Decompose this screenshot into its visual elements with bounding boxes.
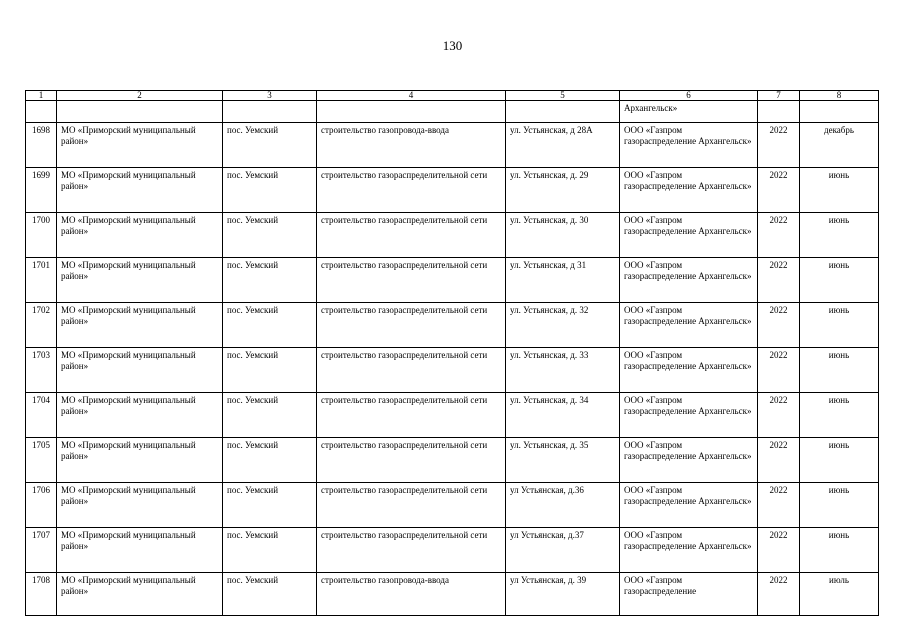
settlement-cell: пос. Уемский bbox=[223, 213, 317, 258]
organization-cell: ООО «Газпром газораспределение bbox=[620, 573, 758, 616]
organization-cell: ООО «Газпром газораспределение Архангельск» bbox=[620, 483, 758, 528]
month-cell: июнь bbox=[800, 348, 879, 393]
header-cell: 3 bbox=[223, 91, 317, 101]
work-type-cell: строительство газораспределительной сети bbox=[317, 348, 506, 393]
table-row bbox=[26, 348, 879, 393]
address-cell: ул. Устьянская, д 28А bbox=[506, 123, 620, 168]
municipality-cell: МО «Приморский муниципальный район» bbox=[57, 258, 223, 303]
header-cell: 5 bbox=[506, 91, 620, 101]
settlement-cell: пос. Уемский bbox=[223, 168, 317, 213]
organization-cell: ООО «Газпром газораспределение Архангельск» bbox=[620, 258, 758, 303]
organization-cell: ООО «Газпром газораспределение Архангельск» bbox=[620, 168, 758, 213]
continuation-row bbox=[26, 101, 879, 123]
table-row bbox=[26, 123, 879, 168]
address-cell: ул. Устьянская, д. 33 bbox=[506, 348, 620, 393]
settlement-cell: пос. Уемский bbox=[223, 258, 317, 303]
table-cell bbox=[506, 101, 620, 123]
year-cell: 2022 bbox=[758, 573, 800, 616]
address-cell: ул Устьянская, д.37 bbox=[506, 528, 620, 573]
municipality-cell: МО «Приморский муниципальный район» bbox=[57, 168, 223, 213]
address-cell: ул. Устьянская, д. 34 bbox=[506, 393, 620, 438]
year-cell: 2022 bbox=[758, 438, 800, 483]
settlement-cell: пос. Уемский bbox=[223, 573, 317, 616]
year-cell: 2022 bbox=[758, 258, 800, 303]
month-cell: июнь bbox=[800, 483, 879, 528]
table-cell bbox=[57, 101, 223, 123]
municipality-cell: МО «Приморский муниципальный район» bbox=[57, 438, 223, 483]
table-row bbox=[26, 303, 879, 348]
year-cell: 2022 bbox=[758, 303, 800, 348]
municipality-cell: МО «Приморский муниципальный район» bbox=[57, 303, 223, 348]
municipality-cell: МО «Приморский муниципальный район» bbox=[57, 123, 223, 168]
header-cell: 4 bbox=[317, 91, 506, 101]
year-cell: 2022 bbox=[758, 168, 800, 213]
row-number: 1698 bbox=[26, 123, 57, 168]
address-cell: ул. Устьянская, д. 30 bbox=[506, 213, 620, 258]
row-number: 1708 bbox=[26, 573, 57, 616]
work-type-cell: строительство газораспределительной сети bbox=[317, 213, 506, 258]
settlement-cell: пос. Уемский bbox=[223, 528, 317, 573]
row-number: 1703 bbox=[26, 348, 57, 393]
table-row bbox=[26, 528, 879, 573]
table-cell bbox=[800, 101, 879, 123]
table-cell bbox=[26, 101, 57, 123]
table-cell bbox=[223, 101, 317, 123]
settlement-cell: пос. Уемский bbox=[223, 303, 317, 348]
address-cell: ул. Устьянская, д 31 bbox=[506, 258, 620, 303]
municipality-cell: МО «Приморский муниципальный район» bbox=[57, 348, 223, 393]
month-cell: июль bbox=[800, 573, 879, 616]
year-cell: 2022 bbox=[758, 393, 800, 438]
year-cell: 2022 bbox=[758, 123, 800, 168]
header-cell: 7 bbox=[758, 91, 800, 101]
work-type-cell: строительство газопровода-ввода bbox=[317, 123, 506, 168]
table-row bbox=[26, 438, 879, 483]
settlement-cell: пос. Уемский bbox=[223, 438, 317, 483]
month-cell: июнь bbox=[800, 303, 879, 348]
row-number: 1701 bbox=[26, 258, 57, 303]
municipality-cell: МО «Приморский муниципальный район» bbox=[57, 393, 223, 438]
organization-cell: ООО «Газпром газораспределение Архангельск» bbox=[620, 528, 758, 573]
municipality-cell: МО «Приморский муниципальный район» bbox=[57, 483, 223, 528]
month-cell: июнь bbox=[800, 258, 879, 303]
row-number: 1700 bbox=[26, 213, 57, 258]
organization-cell: ООО «Газпром газораспределение Архангельск» bbox=[620, 123, 758, 168]
organization-cell: ООО «Газпром газораспределение Архангельск» bbox=[620, 303, 758, 348]
settlement-cell: пос. Уемский bbox=[223, 483, 317, 528]
work-type-cell: строительство газораспределительной сети bbox=[317, 258, 506, 303]
page-number: 130 bbox=[442, 38, 463, 53]
settlement-cell: пос. Уемский bbox=[223, 348, 317, 393]
work-type-cell: строительство газораспределительной сети bbox=[317, 438, 506, 483]
year-cell: 2022 bbox=[758, 348, 800, 393]
month-cell: июнь bbox=[800, 393, 879, 438]
header-cell: 6 bbox=[620, 91, 758, 101]
municipality-cell: МО «Приморский муниципальный район» bbox=[57, 528, 223, 573]
row-number: 1707 bbox=[26, 528, 57, 573]
month-cell: июнь bbox=[800, 168, 879, 213]
address-cell: ул. Устьянская, д. 32 bbox=[506, 303, 620, 348]
row-number: 1704 bbox=[26, 393, 57, 438]
year-cell: 2022 bbox=[758, 483, 800, 528]
table-row bbox=[26, 168, 879, 213]
address-cell: ул Устьянская, д.36 bbox=[506, 483, 620, 528]
organization-cell: ООО «Газпром газораспределение Архангельск» bbox=[620, 438, 758, 483]
month-cell: июнь bbox=[800, 528, 879, 573]
year-cell: 2022 bbox=[758, 213, 800, 258]
table-cell bbox=[758, 101, 800, 123]
table-row bbox=[26, 483, 879, 528]
month-cell: июнь bbox=[800, 438, 879, 483]
table-cell: Архангельск» bbox=[620, 101, 758, 123]
table-row bbox=[26, 393, 879, 438]
settlement-cell: пос. Уемский bbox=[223, 393, 317, 438]
header-cell: 8 bbox=[800, 91, 879, 101]
settlement-cell: пос. Уемский bbox=[223, 123, 317, 168]
table-cell bbox=[317, 101, 506, 123]
document-table bbox=[25, 90, 879, 616]
organization-cell: ООО «Газпром газораспределение Архангельск» bbox=[620, 393, 758, 438]
municipality-cell: МО «Приморский муниципальный район» bbox=[57, 573, 223, 616]
address-cell: ул Устьянская, д. 39 bbox=[506, 573, 620, 616]
month-cell: декабрь bbox=[800, 123, 879, 168]
work-type-cell: строительство газораспределительной сети bbox=[317, 393, 506, 438]
row-number: 1706 bbox=[26, 483, 57, 528]
month-cell: июнь bbox=[800, 213, 879, 258]
table-row bbox=[26, 213, 879, 258]
year-cell: 2022 bbox=[758, 528, 800, 573]
work-type-cell: строительство газопровода-ввода bbox=[317, 573, 506, 616]
header-cell: 1 bbox=[26, 91, 57, 101]
organization-cell: ООО «Газпром газораспределение Архангельск» bbox=[620, 348, 758, 393]
work-type-cell: строительство газораспределительной сети bbox=[317, 483, 506, 528]
work-type-cell: строительство газораспределительной сети bbox=[317, 168, 506, 213]
work-type-cell: строительство газораспределительной сети bbox=[317, 528, 506, 573]
row-number: 1702 bbox=[26, 303, 57, 348]
table-row bbox=[26, 573, 879, 616]
address-cell: ул. Устьянская, д. 29 bbox=[506, 168, 620, 213]
table-body bbox=[26, 91, 879, 616]
work-type-cell: строительство газораспределительной сети bbox=[317, 303, 506, 348]
organization-cell: ООО «Газпром газораспределение Архангельск» bbox=[620, 213, 758, 258]
header-row bbox=[26, 91, 879, 101]
address-cell: ул. Устьянская, д. 35 bbox=[506, 438, 620, 483]
row-number: 1699 bbox=[26, 168, 57, 213]
row-number: 1705 bbox=[26, 438, 57, 483]
table-row bbox=[26, 258, 879, 303]
header-cell: 2 bbox=[57, 91, 223, 101]
municipality-cell: МО «Приморский муниципальный район» bbox=[57, 213, 223, 258]
